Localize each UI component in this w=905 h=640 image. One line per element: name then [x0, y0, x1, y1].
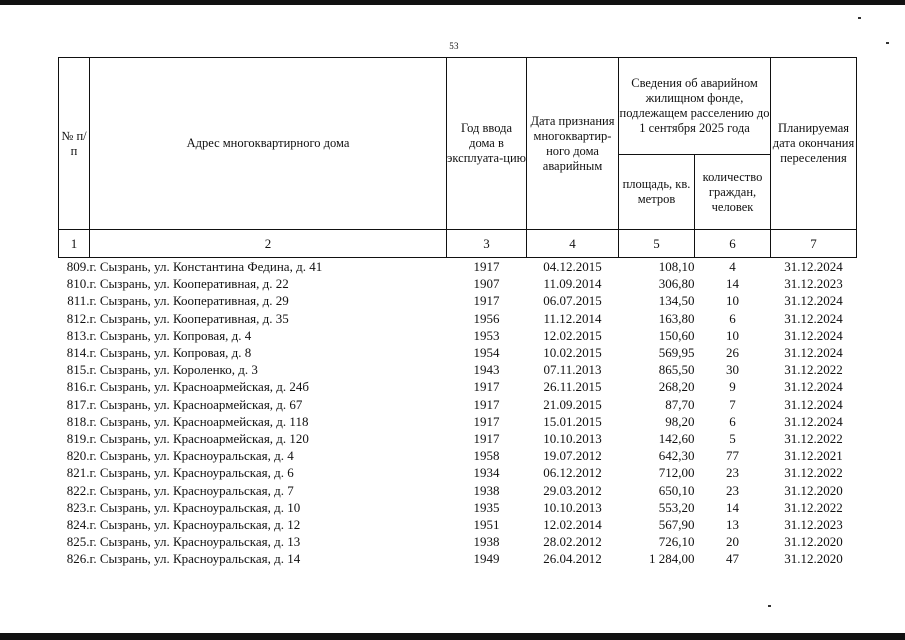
row-date: 28.02.2012 — [543, 534, 602, 550]
column-number: 1 — [59, 230, 90, 258]
row-year: 1953 — [473, 327, 500, 343]
table-row — [59, 533, 857, 550]
row-planned-date: 31.12.2024 — [784, 413, 843, 429]
row-date: 12.02.2014 — [543, 516, 602, 532]
row-people: 23 — [726, 482, 739, 498]
row-date: 06.07.2015 — [543, 293, 602, 309]
row-year: 1956 — [473, 310, 500, 326]
row-planned-date: 31.12.2020 — [784, 482, 843, 498]
row-area: 163,80 — [658, 310, 695, 326]
header-emergency-group: Сведения об аварийном жилищном фонде, подлежащем расселению до 1 сентября 2025 года — [619, 58, 771, 155]
row-address: г. Сызрань, ул. Красноармейская, д. 24б — [89, 379, 310, 395]
row-year: 1917 — [473, 413, 500, 429]
row-year: 1951 — [473, 516, 500, 532]
header-planned: Планируемая дата окончания переселения — [771, 58, 857, 230]
row-address: г. Сызрань, ул. Копровая, д. 4 — [89, 327, 252, 343]
row-date: 26.04.2012 — [543, 551, 602, 567]
row-planned-date: 31.12.2024 — [784, 345, 843, 361]
row-number: 818. — [66, 413, 90, 429]
row-year: 1943 — [473, 362, 500, 378]
header-num: № п/п — [59, 58, 90, 230]
row-people: 6 — [729, 310, 736, 326]
row-year: 1907 — [473, 276, 500, 292]
row-planned-date: 31.12.2021 — [784, 448, 843, 464]
row-date: 04.12.2015 — [543, 259, 602, 275]
row-address: г. Сызрань, ул. Красноуральская, д. 4 — [89, 448, 294, 464]
row-area: 712,00 — [658, 465, 695, 481]
row-planned-date: 31.12.2024 — [784, 259, 843, 275]
row-people: 5 — [729, 430, 736, 446]
table-row — [59, 310, 857, 327]
row-date: 11.09.2014 — [543, 276, 602, 292]
row-address: г. Сызрань, ул. Красноармейская, д. 118 — [89, 413, 309, 429]
row-planned-date: 31.12.2022 — [784, 499, 843, 515]
table-row — [59, 481, 857, 498]
row-area: 142,60 — [658, 430, 695, 446]
row-planned-date: 31.12.2022 — [784, 430, 843, 446]
row-area: 108,10 — [658, 259, 695, 275]
row-number: 809. — [66, 259, 90, 275]
row-date: 26.11.2015 — [543, 379, 602, 395]
row-address: г. Сызрань, ул. Кооперативная, д. 29 — [89, 293, 289, 309]
row-year: 1954 — [473, 345, 500, 361]
column-number: 7 — [771, 230, 857, 258]
row-people: 77 — [726, 448, 739, 464]
row-address: г. Сызрань, ул. Константина Федина, д. 41 — [89, 259, 323, 275]
row-area: 865,50 — [658, 362, 695, 378]
row-date: 06.12.2012 — [543, 465, 602, 481]
row-planned-date: 31.12.2023 — [784, 516, 843, 532]
table-row — [59, 499, 857, 516]
row-planned-date: 31.12.2023 — [784, 276, 843, 292]
table-row — [59, 327, 857, 344]
column-number: 5 — [619, 230, 695, 258]
row-year: 1917 — [473, 259, 500, 275]
row-area: 134,50 — [658, 293, 695, 309]
row-date: 21.09.2015 — [543, 396, 602, 412]
header-date: Дата признания многоквартир-ного дома аварийным — [527, 58, 619, 230]
row-date: 15.01.2015 — [543, 413, 602, 429]
row-address: г. Сызрань, ул. Красноуральская, д. 6 — [89, 465, 294, 481]
row-area: 268,20 — [658, 379, 695, 395]
scan-speck — [886, 42, 889, 44]
row-people: 23 — [726, 465, 739, 481]
page-number: 53 — [449, 41, 459, 51]
table-row — [59, 292, 857, 309]
table-row — [59, 430, 857, 447]
table-row — [59, 464, 857, 481]
row-people: 30 — [726, 362, 739, 378]
row-area: 567,90 — [658, 516, 695, 532]
row-number: 823. — [66, 499, 90, 515]
row-area: 87,70 — [665, 396, 695, 412]
row-year: 1917 — [473, 430, 500, 446]
row-area: 726,10 — [658, 534, 695, 550]
table-row — [59, 378, 857, 395]
row-address: г. Сызрань, ул. Короленко, д. 3 — [89, 362, 258, 378]
row-year: 1938 — [473, 482, 500, 498]
row-date: 12.02.2015 — [543, 327, 602, 343]
row-year: 1938 — [473, 534, 500, 550]
row-area: 1 284,00 — [649, 551, 695, 567]
row-address: г. Сызрань, ул. Красноуральская, д. 13 — [89, 534, 301, 550]
table-row — [59, 275, 857, 292]
row-address: г. Сызрань, ул. Красноуральская, д. 12 — [89, 516, 301, 532]
row-planned-date: 31.12.2020 — [784, 551, 843, 567]
row-address: г. Сызрань, ул. Красноуральская, д. 10 — [89, 499, 301, 515]
header-year: Год ввода дома в эксплуата-цию — [447, 58, 527, 230]
row-number: 813. — [66, 327, 90, 343]
row-people: 13 — [726, 516, 739, 532]
row-date: 10.02.2015 — [543, 345, 602, 361]
row-planned-date: 31.12.2020 — [784, 534, 843, 550]
row-area: 569,95 — [658, 345, 695, 361]
row-year: 1917 — [473, 396, 500, 412]
row-number: 826. — [66, 551, 90, 567]
table-row — [59, 550, 857, 567]
row-planned-date: 31.12.2024 — [784, 293, 843, 309]
row-number: 820. — [66, 448, 90, 464]
row-address: г. Сызрань, ул. Красноармейская, д. 67 — [89, 396, 303, 412]
row-planned-date: 31.12.2024 — [784, 310, 843, 326]
column-number: 2 — [90, 230, 447, 258]
row-number: 821. — [66, 465, 90, 481]
table-row — [59, 413, 857, 430]
table-row — [59, 516, 857, 533]
row-planned-date: 31.12.2024 — [784, 396, 843, 412]
column-number: 6 — [695, 230, 771, 258]
header-address: Адрес многоквартирного дома — [90, 58, 447, 230]
scan-speck — [858, 17, 861, 19]
row-year: 1917 — [473, 293, 500, 309]
row-number: 815. — [66, 362, 90, 378]
table-body — [59, 258, 857, 568]
row-number: 824. — [66, 516, 90, 532]
row-area: 553,20 — [658, 499, 695, 515]
row-people: 47 — [726, 551, 739, 567]
row-people: 7 — [729, 396, 736, 412]
row-number: 817. — [66, 396, 90, 412]
table-row — [59, 396, 857, 413]
row-date: 11.12.2014 — [543, 310, 602, 326]
row-address: г. Сызрань, ул. Копровая, д. 8 — [89, 345, 252, 361]
row-number: 825. — [66, 534, 90, 550]
row-year: 1949 — [473, 551, 500, 567]
column-number: 3 — [447, 230, 527, 258]
column-number: 4 — [527, 230, 619, 258]
row-planned-date: 31.12.2022 — [784, 465, 843, 481]
scan-speck — [768, 605, 771, 607]
row-people: 14 — [726, 499, 739, 515]
row-number: 816. — [66, 379, 90, 395]
row-address: г. Сызрань, ул. Красноуральская, д. 7 — [89, 482, 294, 498]
table-row — [59, 344, 857, 361]
row-area: 642,30 — [658, 448, 695, 464]
page-border-bottom — [0, 633, 905, 640]
row-date: 29.03.2012 — [543, 482, 602, 498]
row-date: 10.10.2013 — [543, 430, 602, 446]
row-area: 650,10 — [658, 482, 695, 498]
row-people: 14 — [726, 276, 739, 292]
header-area: площадь, кв. метров — [619, 155, 695, 230]
row-people: 4 — [729, 259, 736, 275]
row-area: 150,60 — [658, 327, 695, 343]
housing-table — [58, 57, 857, 567]
table-row — [59, 361, 857, 378]
row-year: 1934 — [473, 465, 500, 481]
row-date: 10.10.2013 — [543, 499, 602, 515]
page-border-top — [0, 0, 905, 5]
row-area: 98,20 — [665, 413, 695, 429]
row-number: 810. — [66, 276, 90, 292]
row-year: 1958 — [473, 448, 500, 464]
row-people: 26 — [726, 345, 739, 361]
row-number: 822. — [66, 482, 90, 498]
row-address: г. Сызрань, ул. Кооперативная, д. 35 — [89, 310, 289, 326]
table-row — [59, 258, 857, 276]
row-people: 6 — [729, 413, 736, 429]
table-row — [59, 447, 857, 464]
row-number: 814. — [66, 345, 90, 361]
row-address: г. Сызрань, ул. Кооперативная, д. 22 — [89, 276, 289, 292]
row-people: 9 — [729, 379, 736, 395]
row-address: г. Сызрань, ул. Красноармейская, д. 120 — [89, 430, 309, 446]
row-number: 819. — [66, 430, 90, 446]
row-year: 1917 — [473, 379, 500, 395]
row-planned-date: 31.12.2022 — [784, 362, 843, 378]
row-address: г. Сызрань, ул. Красноуральская, д. 14 — [89, 551, 301, 567]
row-planned-date: 31.12.2024 — [784, 327, 843, 343]
row-number: 811. — [67, 293, 90, 309]
row-year: 1935 — [473, 499, 500, 515]
row-date: 07.11.2013 — [543, 362, 602, 378]
row-people: 10 — [726, 293, 739, 309]
header-people: количество граждан, человек — [695, 155, 771, 230]
row-date: 19.07.2012 — [543, 448, 602, 464]
row-people: 20 — [726, 534, 739, 550]
row-area: 306,80 — [658, 276, 695, 292]
row-number: 812. — [66, 310, 90, 326]
row-planned-date: 31.12.2024 — [784, 379, 843, 395]
row-people: 10 — [726, 327, 739, 343]
